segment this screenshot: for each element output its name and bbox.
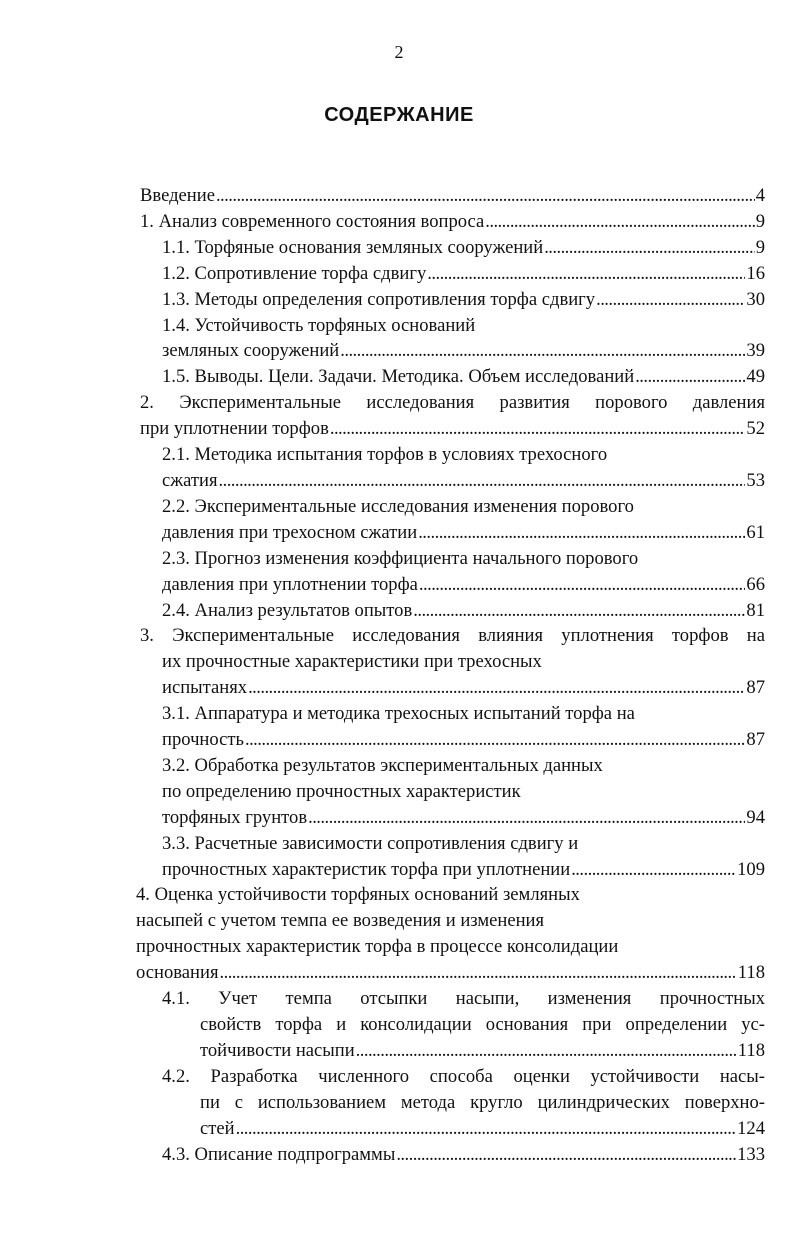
toc-entry-page: 9 <box>755 210 765 232</box>
toc-entry <box>162 1142 765 1168</box>
dot-leader <box>340 338 745 364</box>
toc-entry-title-cont: пи с использованием метода кругло цилиндрических поверхно- <box>200 1091 765 1113</box>
toc-entry <box>162 986 765 1064</box>
table-of-contents <box>136 183 765 1167</box>
toc-entry-title-cont: при уплотнении торфов <box>140 418 329 440</box>
toc-entry-title-cont: прочностных характеристик торфа при уплотнении <box>162 858 571 880</box>
dot-leader <box>245 727 745 753</box>
toc-entry-page: 16 <box>746 262 765 284</box>
toc-entry <box>162 442 765 494</box>
dot-leader <box>413 598 745 624</box>
toc-entry-title: 4. Оценка устойчивости торфяных оснований земляных <box>136 884 580 906</box>
toc-entry-title-cont: свойств торфа и консолидации основания при определении ус- <box>200 1014 765 1035</box>
toc-entry-title: 2.1. Методика испытания торфов в условиях трехосного <box>162 444 608 466</box>
toc-entry-title-cont: стей <box>200 1117 235 1139</box>
dot-leader <box>216 183 755 209</box>
toc-entry-title-cont: прочностных характеристик торфа в процессе консолидации <box>136 936 619 958</box>
toc-entry-page: 53 <box>746 469 765 491</box>
dot-leader <box>220 960 737 986</box>
toc-entry-page: 133 <box>737 1143 765 1165</box>
dot-leader <box>248 675 745 701</box>
toc-entry-title: 1.4. Устойчивость торфяных оснований <box>162 314 476 336</box>
toc-entry-title: 1.1. Торфяные основания земляных сооружений <box>162 236 544 258</box>
toc-entry-title: 2.3. Прогноз изменения коэффициента начального порового <box>162 547 639 569</box>
toc-entry-title: 4.1. Учет темпа отсыпки насыпи, изменения прочностных <box>162 988 765 1010</box>
toc-entry <box>162 313 765 365</box>
toc-entry-title: 4.2. Разработка численного способа оценки устойчивости насы- <box>162 1065 765 1087</box>
dot-leader <box>236 1116 737 1142</box>
toc-entry <box>162 753 765 831</box>
toc-entry-title-cont: давления при трехосном сжатии <box>162 521 418 543</box>
toc-entry <box>162 831 765 883</box>
toc-entry-title-cont: по определению прочностных характеристик <box>162 780 521 802</box>
toc-entry-page: 87 <box>746 677 765 699</box>
toc-entry <box>140 623 765 701</box>
toc-entry-title-cont: сжатия <box>162 469 218 491</box>
toc-entry-title: 3.2. Обработка результатов экспериментальных данных <box>162 754 603 776</box>
toc-entry-page: 61 <box>746 521 765 543</box>
toc-entry-title: 2.2. Экспериментальные исследования изменения порового <box>162 495 634 517</box>
toc-entry <box>162 598 765 624</box>
toc-entry-title: 3.1. Аппаратура и методика трехосных испытаний торфа на <box>162 703 635 725</box>
toc-entry-title-cont: давления при уплотнении торфа <box>162 573 418 595</box>
toc-entry-title-cont: основания <box>136 962 219 984</box>
toc-entry-title-cont: испытанях <box>162 677 248 699</box>
toc-entry-page: 118 <box>737 1039 765 1061</box>
toc-entry-page: 49 <box>746 366 765 388</box>
toc-entry-title-cont: тойчивости насыпи <box>200 1039 355 1061</box>
dot-leader <box>219 468 746 494</box>
toc-entry-page: 4 <box>755 185 765 206</box>
toc-entry <box>162 287 765 313</box>
page-title: СОДЕРЖАНИЕ <box>324 104 474 126</box>
toc-entry-title: 1.3. Методы определения сопротивления торфа сдвигу <box>162 288 596 310</box>
toc-entry-title: 3. Экспериментальные исследования влияния уплотнения торфов на <box>140 625 765 647</box>
toc-entry <box>162 546 765 598</box>
toc-entry <box>140 390 765 442</box>
toc-entry-page: 118 <box>737 962 765 984</box>
dot-leader <box>396 1142 736 1168</box>
toc-entry-title: 1.5. Выводы. Цели. Задачи. Методика. Объем исследований <box>162 366 635 388</box>
toc-entry-page: 81 <box>746 599 765 621</box>
toc-entry-page: 9 <box>755 236 765 258</box>
toc-entry-title-cont: насыпей с учетом темпа ее возведения и изменения <box>136 910 545 932</box>
toc-entry-title-cont: земляных сооружений <box>162 340 340 362</box>
dot-leader <box>544 235 755 261</box>
dot-leader <box>308 805 745 831</box>
toc-entry-title: 3.3. Расчетные зависимости сопротивления сдвигу и <box>162 832 579 854</box>
toc-entry-title: 1. Анализ современного состояния вопроса <box>140 210 485 232</box>
toc-entry <box>162 701 765 753</box>
dot-leader <box>356 1038 737 1064</box>
toc-entry <box>162 1064 765 1142</box>
toc-entry <box>162 494 765 546</box>
toc-entry-title: 2. Экспериментальные исследования развития порового давления <box>140 392 765 414</box>
dot-leader <box>635 364 745 390</box>
dot-leader <box>419 572 745 598</box>
toc-entry-title: 2.4. Анализ результатов опытов <box>162 599 413 621</box>
toc-entry-page: 52 <box>746 418 765 440</box>
dot-leader <box>571 857 736 883</box>
toc-entry-page: 94 <box>746 806 765 828</box>
toc-entry-page: 124 <box>737 1117 765 1139</box>
toc-entry <box>140 209 765 235</box>
toc-entry-title: 4.3. Описание подпрограммы <box>162 1143 396 1165</box>
toc-entry <box>140 183 765 209</box>
dot-leader <box>427 261 745 287</box>
toc-entry-page: 39 <box>746 340 765 362</box>
dot-leader <box>485 209 754 235</box>
toc-entry-title-cont: их прочностные характеристики при трехосных <box>162 651 542 673</box>
toc-entry-title: Введение <box>140 185 215 206</box>
dot-leader <box>330 416 746 442</box>
toc-entry-title: 1.2. Сопротивление торфа сдвигу <box>162 262 427 284</box>
toc-entry-page: 87 <box>746 729 765 751</box>
toc-entry <box>162 261 765 287</box>
toc-entry-page: 30 <box>746 288 765 310</box>
toc-entry-page: 109 <box>737 858 765 880</box>
page-number: 2 <box>394 42 404 62</box>
dot-leader <box>596 287 745 313</box>
toc-entry-title-cont: торфяных грунтов <box>162 806 308 828</box>
toc-entry <box>136 882 765 986</box>
toc-entry-page: 66 <box>746 573 765 595</box>
toc-entry <box>162 235 765 261</box>
toc-entry <box>162 364 765 390</box>
toc-entry-title-cont: прочность <box>162 729 244 751</box>
dot-leader <box>418 520 745 546</box>
